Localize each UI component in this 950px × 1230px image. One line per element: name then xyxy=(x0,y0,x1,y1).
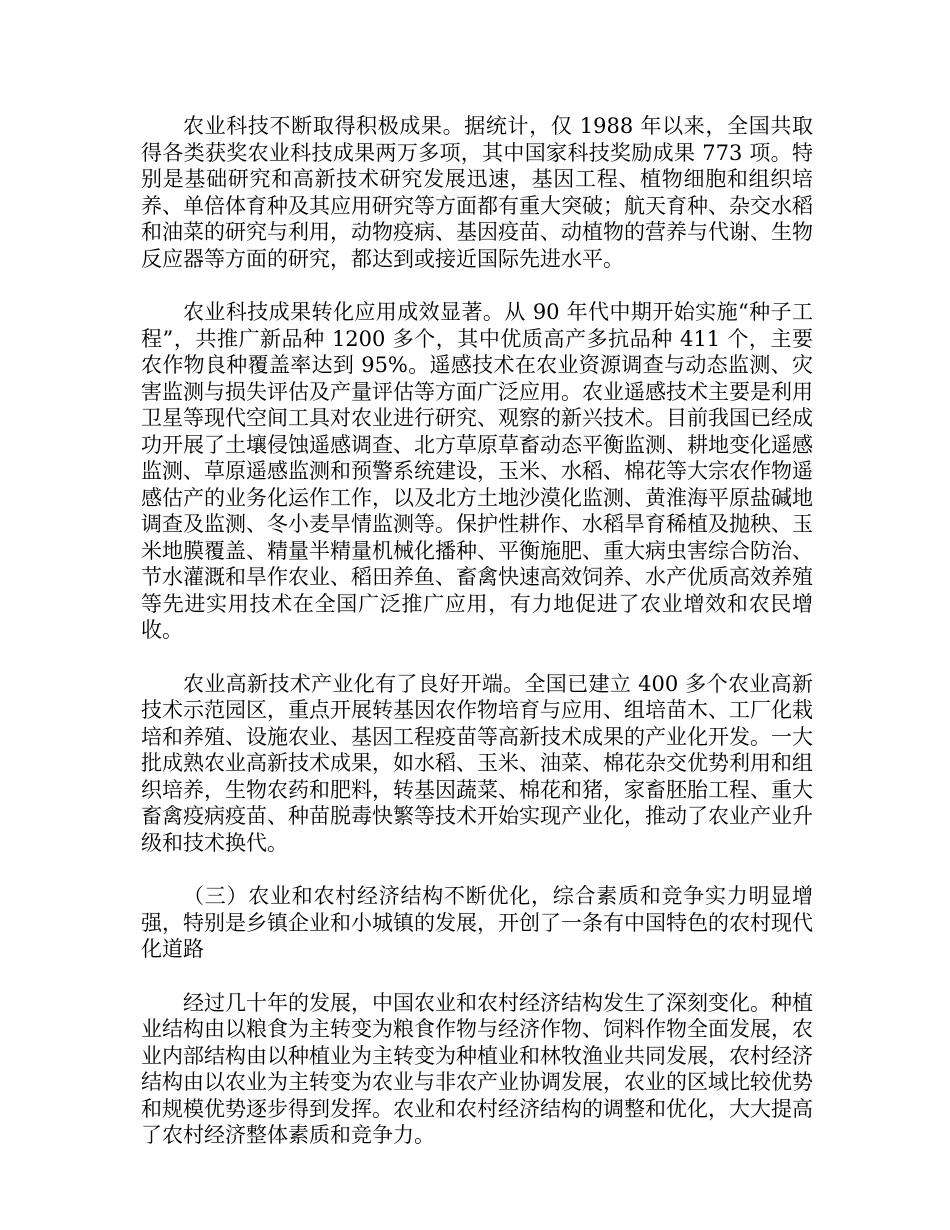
paragraph-hightech-industrialization: 农业高新技术产业化有了良好开端。全国已建立 400 多个农业高新技术示范园区，重点开展转基因农作物培育与应用、组培苗木、工厂化栽培和养殖、设施农业、基因工程疫苗等高新技术成果的产业化开发。一大批成熟农业高新技术成果，如水稻、玉米、油菜、棉花杂交优势利用和组织培养，生物农药和肥料，转基因蔬菜、棉花和猪，家畜胚胎工程、重大畜禽疫病疫苗、种苗脱毒快繁等技术开始实现产业化，推动了农业产业升级和技术换代。 xyxy=(141,671,813,855)
paragraph-structure-change: 经过几十年的发展，中国农业和农村经济结构发生了深刻变化。种植业结构由以粮食为主转变为粮食作物与经济作物、饲料作物全面发展，农业内部结构由以种植业为主转变为种植业和林牧渔业共同发展，农村经济结构由以农业为主转变为农业与非农产业协调发展，农业的区域比较优势和规模优势逐步得到发挥。农业和农村经济结构的调整和优化，大大提高了农村经济整体素质和竞争力。 xyxy=(141,990,813,1147)
paragraph-technology-application: 农业科技成果转化应用成效显著。从 90 年代中期开始实施“种子工程”，共推广新品种 1200 多个，其中优质高产多抗品种 411 个，主要农作物良种覆盖率达到 95%。遥感技术在农业资源调查与动态监测、灾害监测与损失评估及产量评估等方面广泛应用。农业遥感技术主要是利用卫星等现代空间工具对农业进行研究、观察的新兴技术。目前我国已经成功开展了土壤侵蚀遥感调查、北方草原草畜动态平衡监测、耕地变化遥感监测、草原遥感监测和预警系统建设，玉米、水稻、棉花等大宗农作物遥感估产的业务化运作工作，以及北方土地沙漠化监测、黄淮海平原盐碱地调查及监测、冬小麦旱情监测等。保护性耕作、水稻旱育稀植及抛秧、玉米地膜覆盖、精量半精量机械化播种、平衡施肥、重大病虫害综合防治、节水灌溉和旱作农业、稻田养鱼、畜禽快速高效饲养、水产优质高效养殖等先进实用技术在全国广泛推广应用，有力地促进了农业增效和农民增收。 xyxy=(141,300,813,642)
document-body xyxy=(141,113,813,1176)
paragraph-science-achievements: 农业科技不断取得积极成果。据统计，仅 1988 年以来，全国共取得各类获奖农业科技成果两万多项，其中国家科技奖励成果 773 项。特别是基础研究和高新技术研究发展迅速，基因工程、植物细胞和组织培养、单倍体育种及其应用研究等方面都有重大突破；航天育种、杂交水稻和油菜的研究与利用，动物疫病、基因疫苗、动植物的营养与代谢、生物反应器等方面的研究，都达到或接近国际先进水平。 xyxy=(141,114,813,271)
section-heading-structure-optimization: （三）农业和农村经济结构不断优化，综合素质和竞争实力明显增强，特别是乡镇企业和小城镇的发展，开创了一条有中国特色的农村现代化道路 xyxy=(141,884,813,961)
